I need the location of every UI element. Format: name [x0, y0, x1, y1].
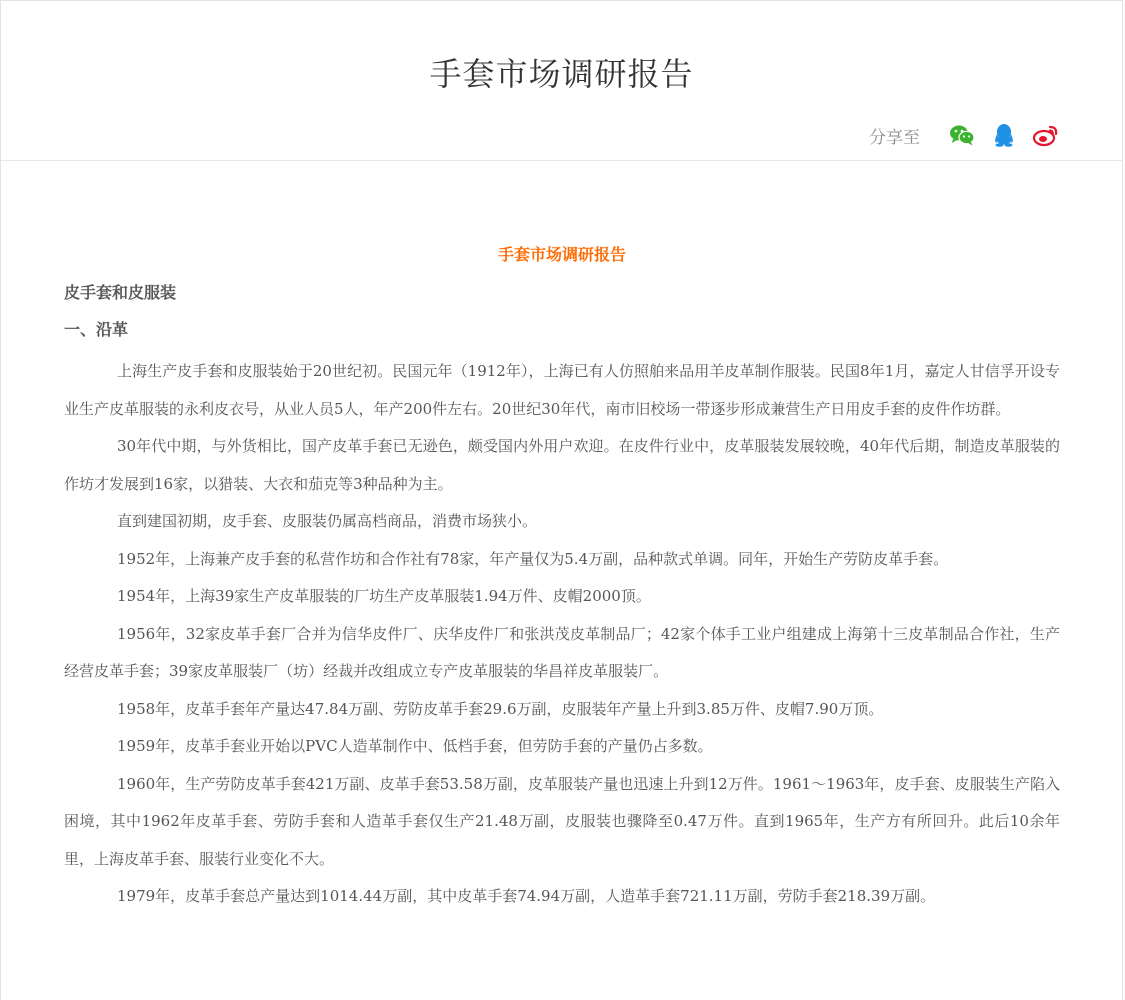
- paragraph: 1959年，皮革手套业开始以PVC人造革制作中、低档手套，但劳防手套的产量仍占多数。: [117, 737, 713, 755]
- page-title: 手套市场调研报告: [429, 55, 694, 93]
- paragraph: 上海生产皮手套和皮服装始于20世纪初。民国元年（1912年），上海已有人仿照舶来品用羊皮革制作服装。民国8年1月，嘉定人甘信孚开设专业生产皮革服装的永利皮衣号，从业人员5人，年产200件左右。20世纪30年代，南市旧校场一带逐步形成兼营生产日用皮手套的皮件作坊群。: [64, 362, 1060, 418]
- section-heading: 皮手套和皮服装: [64, 283, 177, 302]
- article-body: [64, 241, 1060, 916]
- paragraph: 直到建国初期，皮手套、皮服装仍属高档商品，消费市场狭小。: [117, 512, 538, 530]
- subsection-heading: 一、沿革: [64, 320, 129, 339]
- paragraph: 1958年，皮革手套年产量达47.84万副、劳防皮革手套29.6万副，皮服装年产量上升到3.85万件、皮帽7.90万顶。: [117, 699, 884, 718]
- paragraph: 30年代中期，与外货相比，国产皮革手套已无逊色，颇受国内外用户欢迎。在皮件行业中，皮革服装发展较晚，40年代后期，制造皮革服装的作坊才发展到16家，以猎装、大衣和茄克等3种品种为主。: [64, 437, 1060, 493]
- paragraph: 1956年，32家皮革手套厂合并为信华皮件厂、庆华皮件厂和张洪茂皮革制品厂；42家个体手工业户组建成上海第十三皮革制品合作社，生产经营皮革手套；39家皮革服装厂（坊）经裁并改组成立专产皮革服装的华昌祥皮革服装厂。: [64, 624, 1060, 680]
- document-header: [1, 1, 1122, 161]
- paragraph: 1960年，生产劳防皮革手套421万副、皮革手套53.58万副，皮革服装产量也迅速上升到12万件。1961～1963年，皮手套、皮服装生产陷入困境，其中1962年皮革手套、劳防手套和人造革手套仅生产21.48万副，皮服装也骤降至0.47万件。直到1965年，生产方有所回升。此后10余年里，上海皮革手套、服装行业变化不大。: [64, 774, 1060, 868]
- wechat-icon[interactable]: [948, 121, 976, 149]
- share-label: 分享至: [869, 127, 920, 148]
- paragraph: 1952年，上海兼产皮手套的私营作坊和合作社有78家，年产量仅为5.4万副，品种款式单调。同年，开始生产劳防皮革手套。: [117, 549, 949, 568]
- paragraph: 1954年，上海39家生产皮革服装的厂坊生产皮革服装1.94万件、皮帽2000顶。: [117, 587, 651, 605]
- paragraph: 1979年，皮革手套总产量达到1014.44万副，其中皮革手套74.94万副，人造革手套721.11万副，劳防手套218.39万副。: [117, 887, 936, 905]
- qq-icon[interactable]: [990, 121, 1018, 149]
- weibo-icon[interactable]: [1032, 121, 1060, 149]
- article-title: 手套市场调研报告: [497, 245, 626, 264]
- share-bar: [869, 121, 1060, 149]
